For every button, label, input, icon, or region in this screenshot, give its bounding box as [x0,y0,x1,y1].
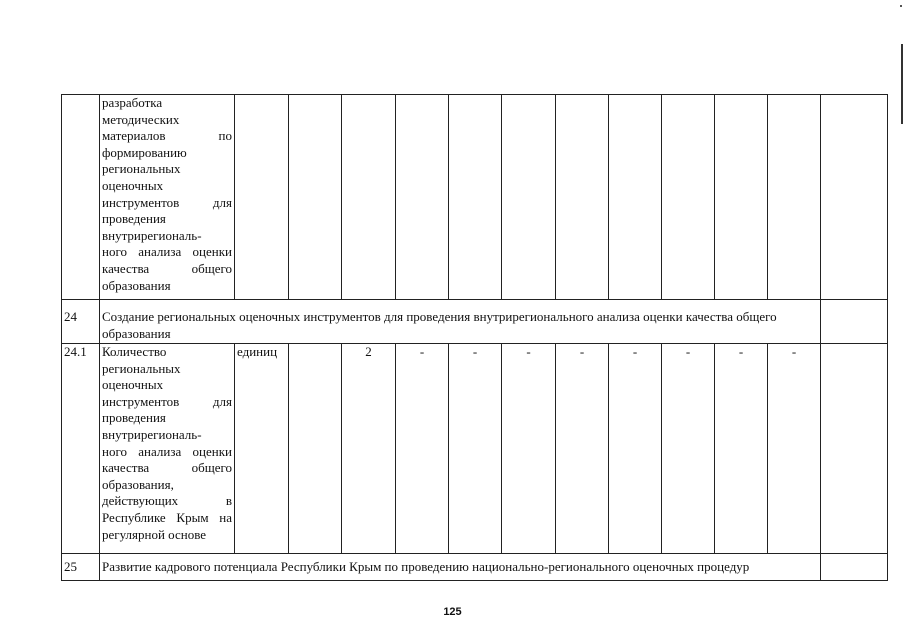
empty-cell [821,344,888,554]
name-line: оценочных [102,177,164,193]
scan-artifact-line [901,44,903,124]
empty-cell [235,95,289,300]
section-title-cell: Развитие кадрового потенциала Республики Крым по проведению национально-регионального оценочных процедур [100,554,821,581]
name-line: образования, [102,476,174,492]
name-line: материалов по [102,128,232,144]
table-row-continued [62,95,888,300]
name-line: ного анализа оценки [102,443,232,459]
scan-artifact-dot [900,5,902,7]
empty-cell [821,554,888,581]
table-row-25 [62,554,888,581]
name-line: разработка [102,95,163,110]
unit-cell: единиц [235,344,289,554]
name-line: инструментов для [102,194,232,210]
empty-cell [342,95,396,300]
empty-cell [768,95,821,300]
value-cell: - [449,344,502,554]
section-title-cell: Создание региональных оценочных инструментов для проведения внутрирегионального анализа оценки качества общего образования [100,300,821,344]
indicator-name-cell [100,344,235,554]
name-line: формированию [102,144,187,160]
page-number: 125 [443,606,462,618]
row-number-cell: 24.1 [62,344,100,554]
empty-cell [821,95,888,300]
name-line: образования [102,277,171,293]
name-line: региональных [102,360,181,376]
name-line: качества общего [102,460,232,476]
empty-cell [502,95,556,300]
empty-cell [609,95,662,300]
name-line: регулярной основе [102,526,207,542]
name-line: методических [102,111,180,127]
indicator-table [61,94,888,581]
empty-cell [556,95,609,300]
value-cell: - [396,344,449,554]
empty-cell [715,95,768,300]
indicator-name-cell [100,95,235,300]
name-line: внутрирегиональ- [102,227,202,243]
table-row-24-1 [62,344,888,554]
name-line: ного анализа оценки [102,244,232,260]
empty-cell [821,300,888,344]
value-cell: - [662,344,715,554]
name-line: действующих в [102,493,232,509]
name-line: региональных [102,161,181,177]
value-cell: - [609,344,662,554]
empty-cell [449,95,502,300]
name-line: оценочных [102,377,164,393]
empty-cell [396,95,449,300]
name-line: Количество [102,344,167,359]
base-value-cell [289,344,342,554]
row-number-cell: 24 [62,300,100,344]
name-line: внутрирегиональ- [102,426,202,442]
empty-cell [662,95,715,300]
row-number-cell: 25 [62,554,100,581]
value-cell: - [768,344,821,554]
name-line: проведения [102,211,166,227]
value-cell: 2 [342,344,396,554]
name-line: Республике Крым на [102,509,232,525]
value-cell: - [556,344,609,554]
value-cell: - [715,344,768,554]
table-row-24 [62,300,888,344]
name-line: проведения [102,410,166,426]
value-cell: - [502,344,556,554]
name-line: инструментов для [102,393,232,409]
row-number-cell [62,95,100,300]
empty-cell [289,95,342,300]
name-line: качества общего [102,260,232,276]
